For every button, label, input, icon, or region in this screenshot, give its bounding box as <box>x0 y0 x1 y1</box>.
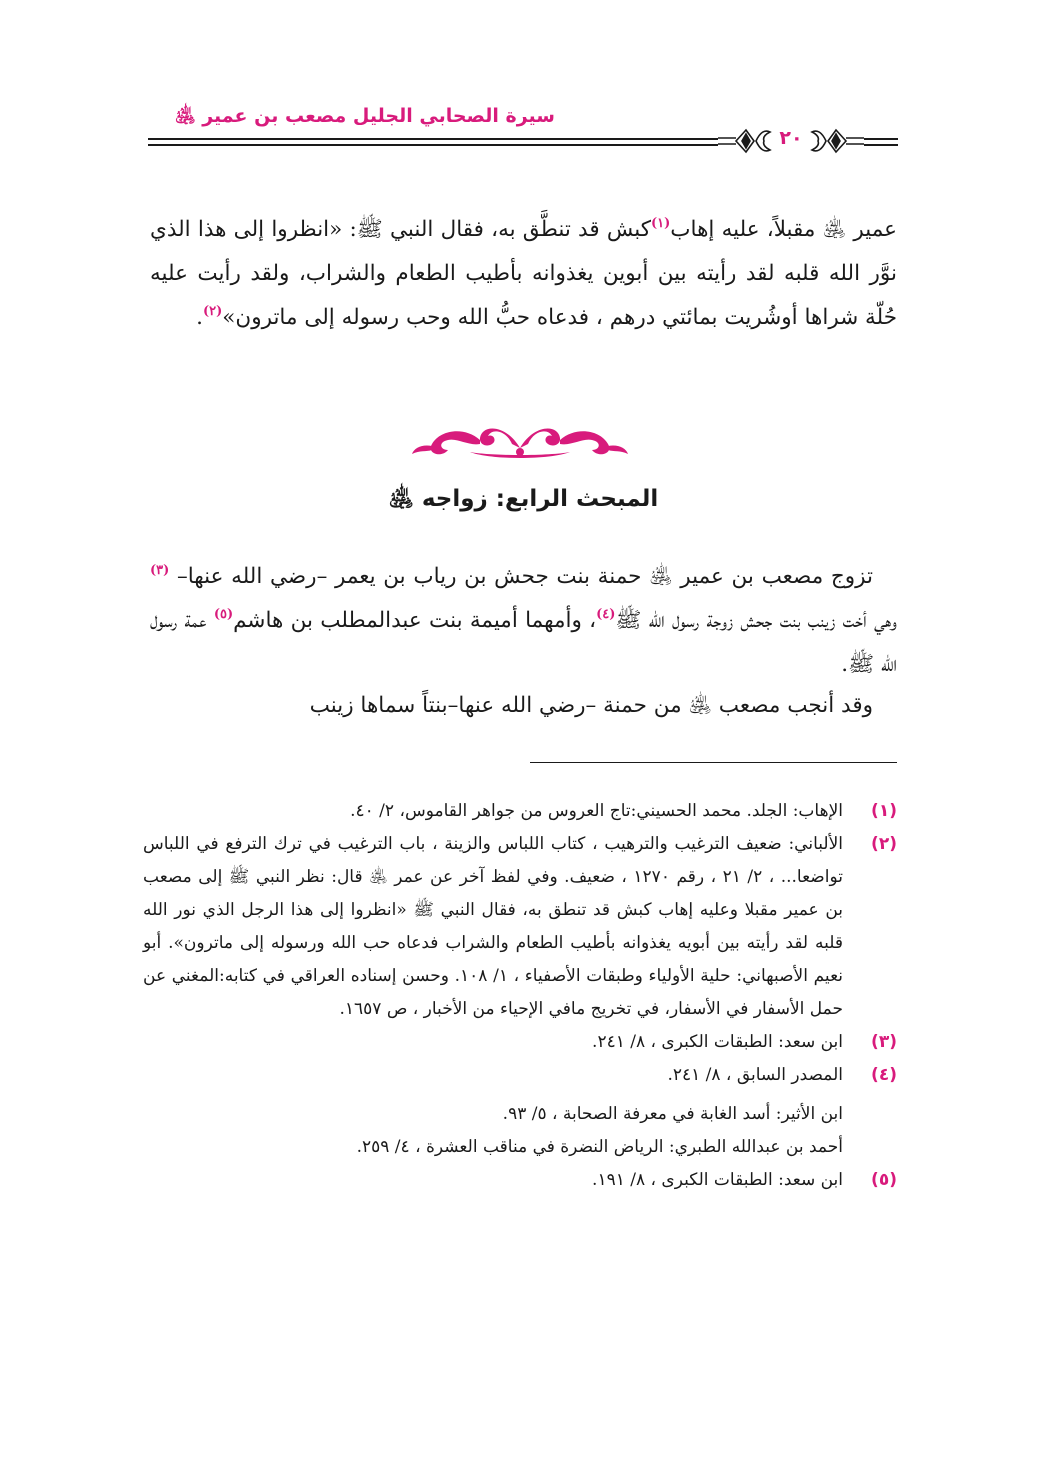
paragraph <box>150 555 897 687</box>
header-rule <box>148 138 718 140</box>
paragraph-text: تزوج مصعب بن عمير ﵁ حمنة بنت جحش بن رياب بن يعمر –رضي الله عنها– <box>169 564 873 589</box>
section-title: المبحث الرابع: زواجه ﵁ <box>388 486 659 512</box>
footnote-ref[interactable]: (٣) <box>150 563 170 578</box>
paragraph-text: عمة رسول الله ﷺ. <box>150 608 897 677</box>
footnote <box>143 795 897 828</box>
footnote-divider <box>530 762 897 763</box>
footnote <box>143 1164 897 1197</box>
footnote <box>143 1059 897 1092</box>
footnote-text: ابن الأثير: أسد الغابة في معرفة الصحابة ، ٥/ ٩٣. <box>502 1104 843 1124</box>
paragraph: وقد أنجب مصعب ﵁ من حمنة –رضي الله عنها–بنتاً سماها زينب <box>309 693 873 718</box>
footnote <box>143 828 897 1026</box>
paragraph-text: عمير ﵁ مقبلاً، عليه إهاب <box>670 217 897 242</box>
footnote-number: (٥) <box>871 1170 897 1190</box>
paragraph-text: كبش قد تنطَّق به، فقال النبي ﷺ: «انظروا إلى هذا الذي نوَّر الله قلبه لقد رأيته بين أبوين يغذوانه بأطيب الطعام والشراب، ولقد رأيت عليه حُلّة شراها أوشُريت بمائتي درهم ، فدعاه حبُّ الله وحب رسوله إلى ماترون» <box>150 217 897 330</box>
page-header <box>140 104 900 156</box>
footnote-number: (٢) <box>871 834 897 854</box>
footnote-number: (١) <box>871 801 897 821</box>
running-title: سيرة الصحابي الجليل مصعب بن عمير ﵁ <box>174 105 555 127</box>
page-number-badge <box>716 120 866 160</box>
footnote-continuation <box>143 1098 897 1131</box>
footnote-number: (٣) <box>871 1032 897 1052</box>
footnote-ref[interactable]: (٢) <box>202 304 223 319</box>
paragraph-text: . <box>196 305 203 330</box>
paragraph-text: ، وأمهما أميمة بنت عبدالمطلب بن هاشم <box>233 608 597 633</box>
footnote <box>143 1026 897 1059</box>
footnote-text: ابن سعد: الطبقات الكبرى ، ٨/ ١٩١. <box>592 1170 843 1190</box>
footnote-text: الألباني: ضعيف الترغيب والترهيب ، كتاب اللباس والزينة ، باب الترغيب في ترك الترفع في اللباس تواضعا... ، ٢/ ٢١ ، رقم ١٢٧٠ ، ضعيف. وفي لفظ آخر عن عمر ﵁ قال: نظر النبي ﷺ إلى مصعب بن عمير مقبلا وعليه إهاب كبش قد تنطق به، فقال النبي ﷺ «انظروا إلى هذا الرجل الذي نور الله قلبه لقد رأيته بين أبويه يغذوانه بأطيب الطعام والشراب فدعاه حب الله ورسوله إلى ماترون». أبو نعيم الأصبهاني: حلية الأولياء وطبقات الأصفياء ، ١/ ١٠٨. وحسن إسناده العراقي في كتابه:المغني عن حمل الأسفار في الأسفار، في تخريج مافي الإحياء من الأخبار ، ص ١٦٥٧. <box>143 834 843 1019</box>
footnote-text: ابن سعد: الطبقات الكبرى ، ٨/ ٢٤١. <box>592 1032 843 1052</box>
footnote-ref[interactable]: (٥) <box>213 607 234 622</box>
paragraph-text: وهي أخت زينب بنت جحش زوجة رسول الله ﷺ <box>615 608 897 633</box>
footnote-ref[interactable]: (١) <box>650 216 671 231</box>
footnote-text: الإهاب: الجلد. محمد الحسيني:تاج العروس من جواهر القاموس، ٢/ ٤٠. <box>350 801 843 821</box>
footnote-number: (٤) <box>871 1065 897 1085</box>
footnote-text: أحمد بن عبدالله الطبري: الرياض النضرة في مناقب العشرة ، ٤/ ٢٥٩. <box>356 1137 843 1157</box>
footnote-ref[interactable]: (٤) <box>596 607 616 622</box>
header-rule <box>148 144 718 146</box>
page-number: ٢٠ <box>779 127 803 149</box>
footnote-continuation <box>143 1131 897 1164</box>
footnotes <box>143 795 897 1197</box>
header-rule <box>864 144 898 146</box>
paragraph <box>150 208 897 340</box>
flourish-ornament-icon <box>410 418 630 462</box>
header-rule <box>864 138 898 140</box>
footnote-text: المصدر السابق ، ٨/ ٢٤١. <box>667 1065 843 1085</box>
